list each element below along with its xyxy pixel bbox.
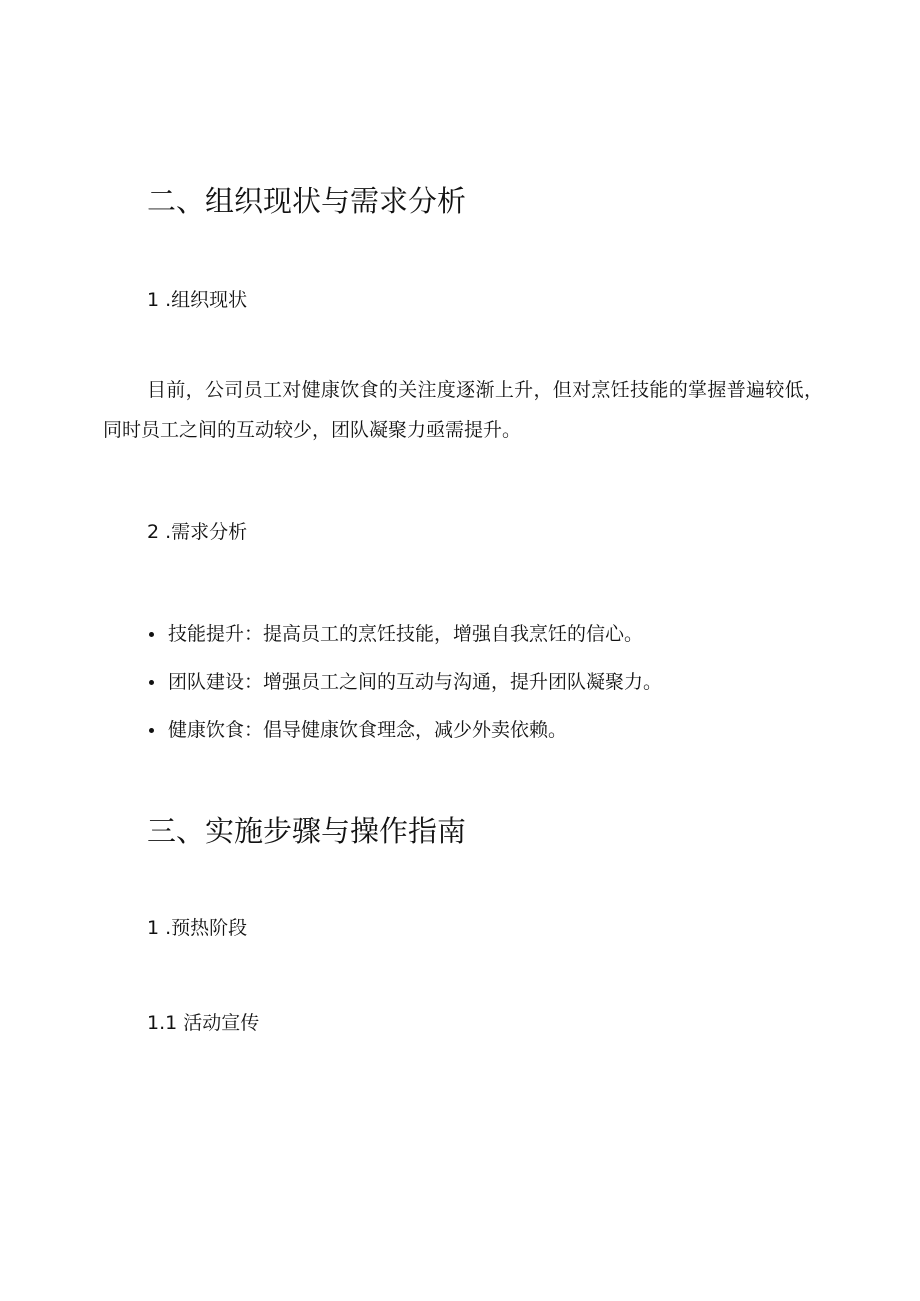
section-3-title: 三、实施步骤与操作指南 — [147, 814, 467, 848]
bullet-icon — [149, 680, 154, 685]
section-3-sub-1-1: 1.1 活动宣传 — [147, 1012, 260, 1034]
section-2-title: 二、组织现状与需求分析 — [147, 184, 467, 218]
section-2-paragraph: 目前，公司员工对健康饮食的关注度逐渐上升，但对烹饪技能的掌握普遍较低，同时员工之间的互动较少，团队凝聚力亟需提升。 — [103, 379, 823, 441]
list-item — [147, 658, 662, 706]
list-item-text: 团队建设：增强员工之间的互动与沟通，提升团队凝聚力。 — [168, 671, 663, 693]
list-item — [147, 706, 662, 754]
section-3-sub-1: 1 .预热阶段 — [147, 917, 248, 939]
requirements-list — [147, 610, 662, 754]
bullet-icon — [149, 728, 154, 733]
section-2-sub-2: 2 .需求分析 — [147, 521, 248, 543]
list-item — [147, 610, 662, 658]
section-2-sub-1: 1 .组织现状 — [147, 289, 248, 311]
list-item-text: 技能提升：提高员工的烹饪技能，增强自我烹饪的信心。 — [168, 623, 644, 645]
list-item-text: 健康饮食：倡导健康饮食理念，减少外卖依赖。 — [168, 719, 568, 741]
bullet-icon — [149, 632, 154, 637]
